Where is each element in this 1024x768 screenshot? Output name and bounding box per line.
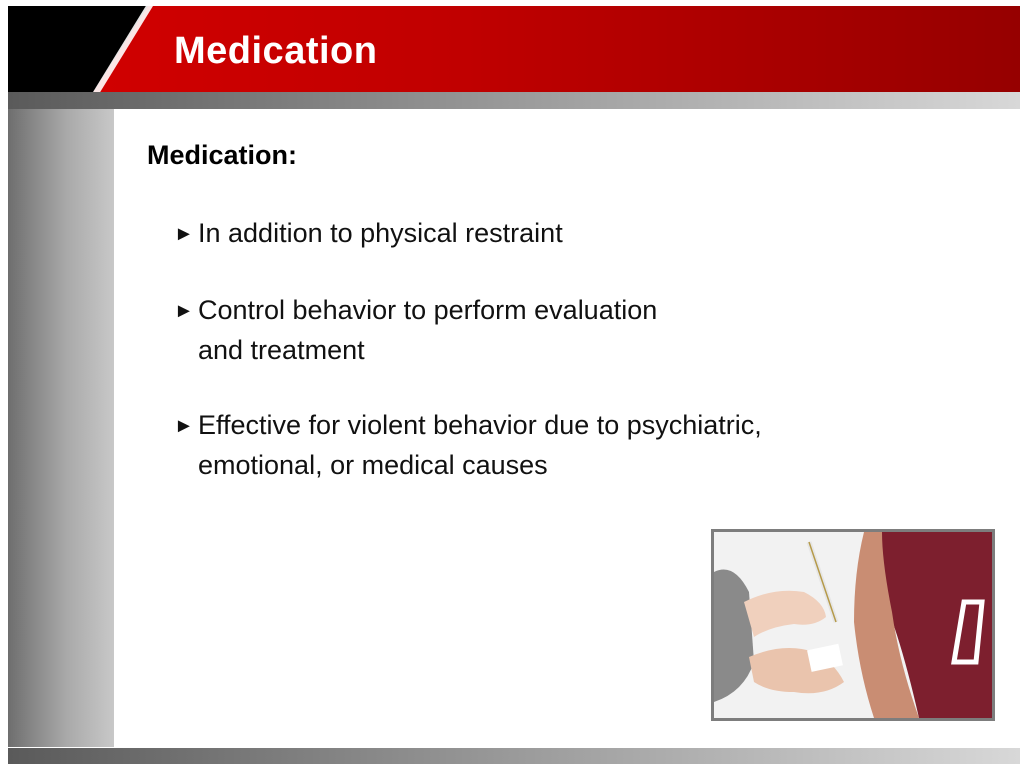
bullet-arrow-icon: ► <box>174 300 194 322</box>
injection-photo-illustration <box>714 532 992 718</box>
injection-photo <box>711 529 995 721</box>
bullet-item <box>174 213 954 255</box>
left-gray-band <box>8 109 114 747</box>
bullet-item <box>174 405 954 485</box>
title-banner <box>8 6 1020 92</box>
bullet-text: Effective for violent behavior due to psychiatric, emotional, or medical causes <box>198 410 762 480</box>
content-heading: Medication: <box>147 140 298 170</box>
bullet-item <box>174 290 954 370</box>
bullet-arrow-icon: ► <box>174 223 194 245</box>
bullet-text: In addition to physical restraint <box>198 218 563 248</box>
bullet-arrow-icon: ► <box>174 415 194 437</box>
bottom-gray-band <box>8 748 1020 764</box>
slide-title: Medication <box>174 30 378 72</box>
bullet-list <box>174 213 954 520</box>
bullet-text: Control behavior to perform evaluation and treatment <box>198 295 658 365</box>
top-gray-band <box>8 92 1020 109</box>
